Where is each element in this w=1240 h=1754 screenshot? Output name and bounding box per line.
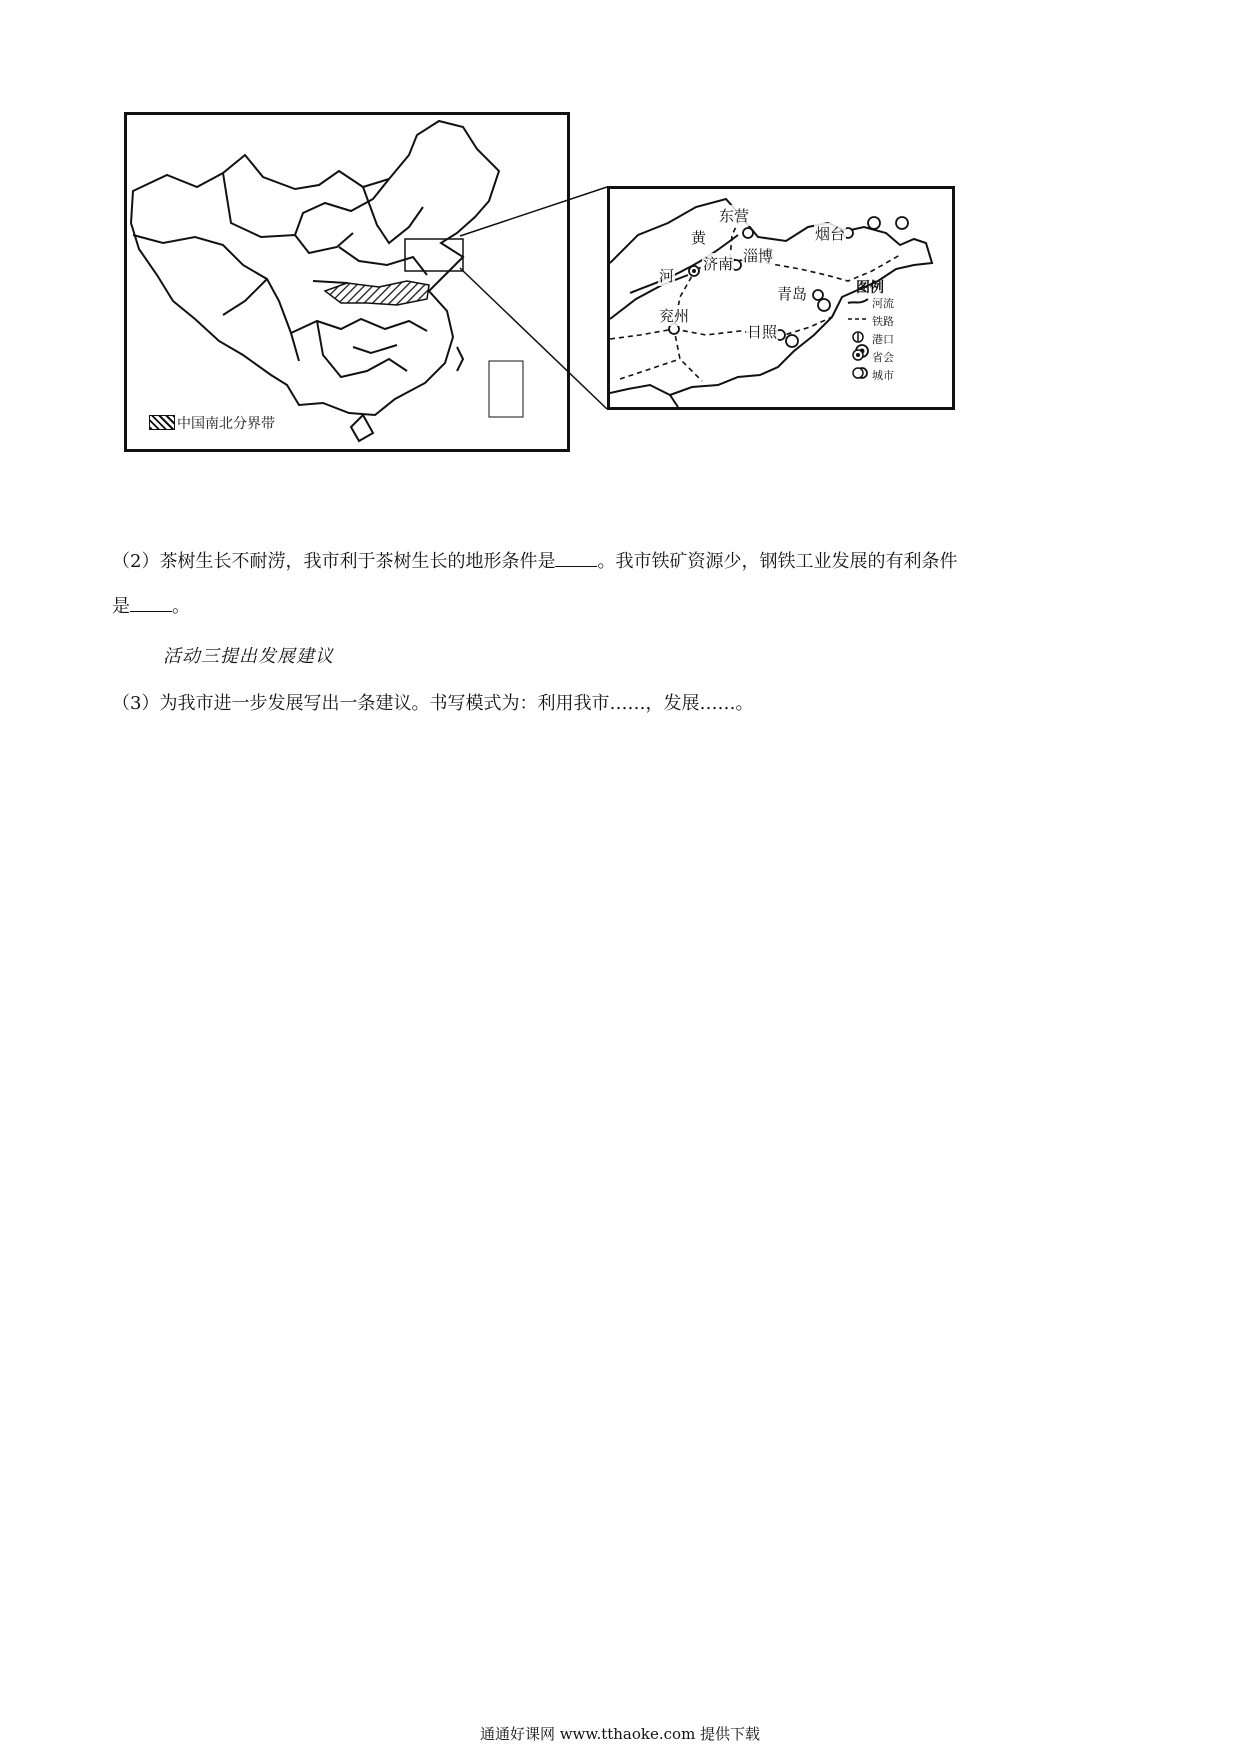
question-2-line-1 bbox=[112, 548, 957, 576]
label-huang: 黄 bbox=[691, 229, 707, 247]
label-dongying: 东营 bbox=[719, 207, 750, 225]
question-3: （3）为我市进一步发展写出一条建议。书写模式为：利用我市……，发展……。 bbox=[112, 693, 754, 714]
shandong-inset-map bbox=[607, 186, 955, 410]
legend-capital: 省会 bbox=[872, 351, 894, 364]
south-china-sea-inset bbox=[489, 361, 523, 417]
label-he: 河 bbox=[659, 267, 675, 285]
label-yanzhou: 兖州 bbox=[659, 307, 690, 325]
label-jinan: 济南 bbox=[703, 255, 734, 273]
question-2-line-2-text: 是 bbox=[112, 596, 130, 617]
page-footer: 通通好课网 www.tthaoke.com 提供下载 bbox=[479, 1725, 761, 1743]
boundary-zone-legend: 中国南北分界带 bbox=[177, 416, 275, 432]
china-outline-map bbox=[127, 115, 567, 449]
question-2-end: 。 bbox=[172, 596, 190, 617]
label-zibo: 淄博 bbox=[743, 247, 774, 265]
legend-river: 河流 bbox=[872, 297, 894, 310]
legend-railway: 铁路 bbox=[872, 315, 894, 328]
answer-blank-terrain[interactable] bbox=[555, 548, 597, 567]
legend-city: 城市 bbox=[872, 369, 894, 382]
legend-title: 图例 bbox=[856, 280, 884, 296]
question-2-text-cont: 。我市铁矿资源少，钢铁工业发展的有利条件 bbox=[597, 551, 958, 572]
china-map bbox=[124, 112, 570, 452]
label-qingdao: 青岛 bbox=[777, 285, 808, 303]
question-2-text: （2）茶树生长不耐涝，我市利于茶树生长的地形条件是 bbox=[112, 551, 556, 572]
boundary-zone-swatch bbox=[149, 415, 175, 430]
legend-symbols bbox=[846, 295, 872, 385]
answer-blank-steel[interactable] bbox=[130, 593, 172, 612]
question-2-line-2 bbox=[112, 593, 190, 621]
legend-port: 港口 bbox=[872, 333, 894, 346]
city-symbol-icon bbox=[853, 368, 863, 378]
map-figure bbox=[124, 112, 960, 458]
river-symbol-icon bbox=[848, 299, 868, 303]
activity-heading: 活动三提出发展建议 bbox=[163, 646, 334, 667]
label-yantai: 烟台 bbox=[815, 225, 846, 243]
label-rizhao: 日照 bbox=[747, 323, 778, 341]
